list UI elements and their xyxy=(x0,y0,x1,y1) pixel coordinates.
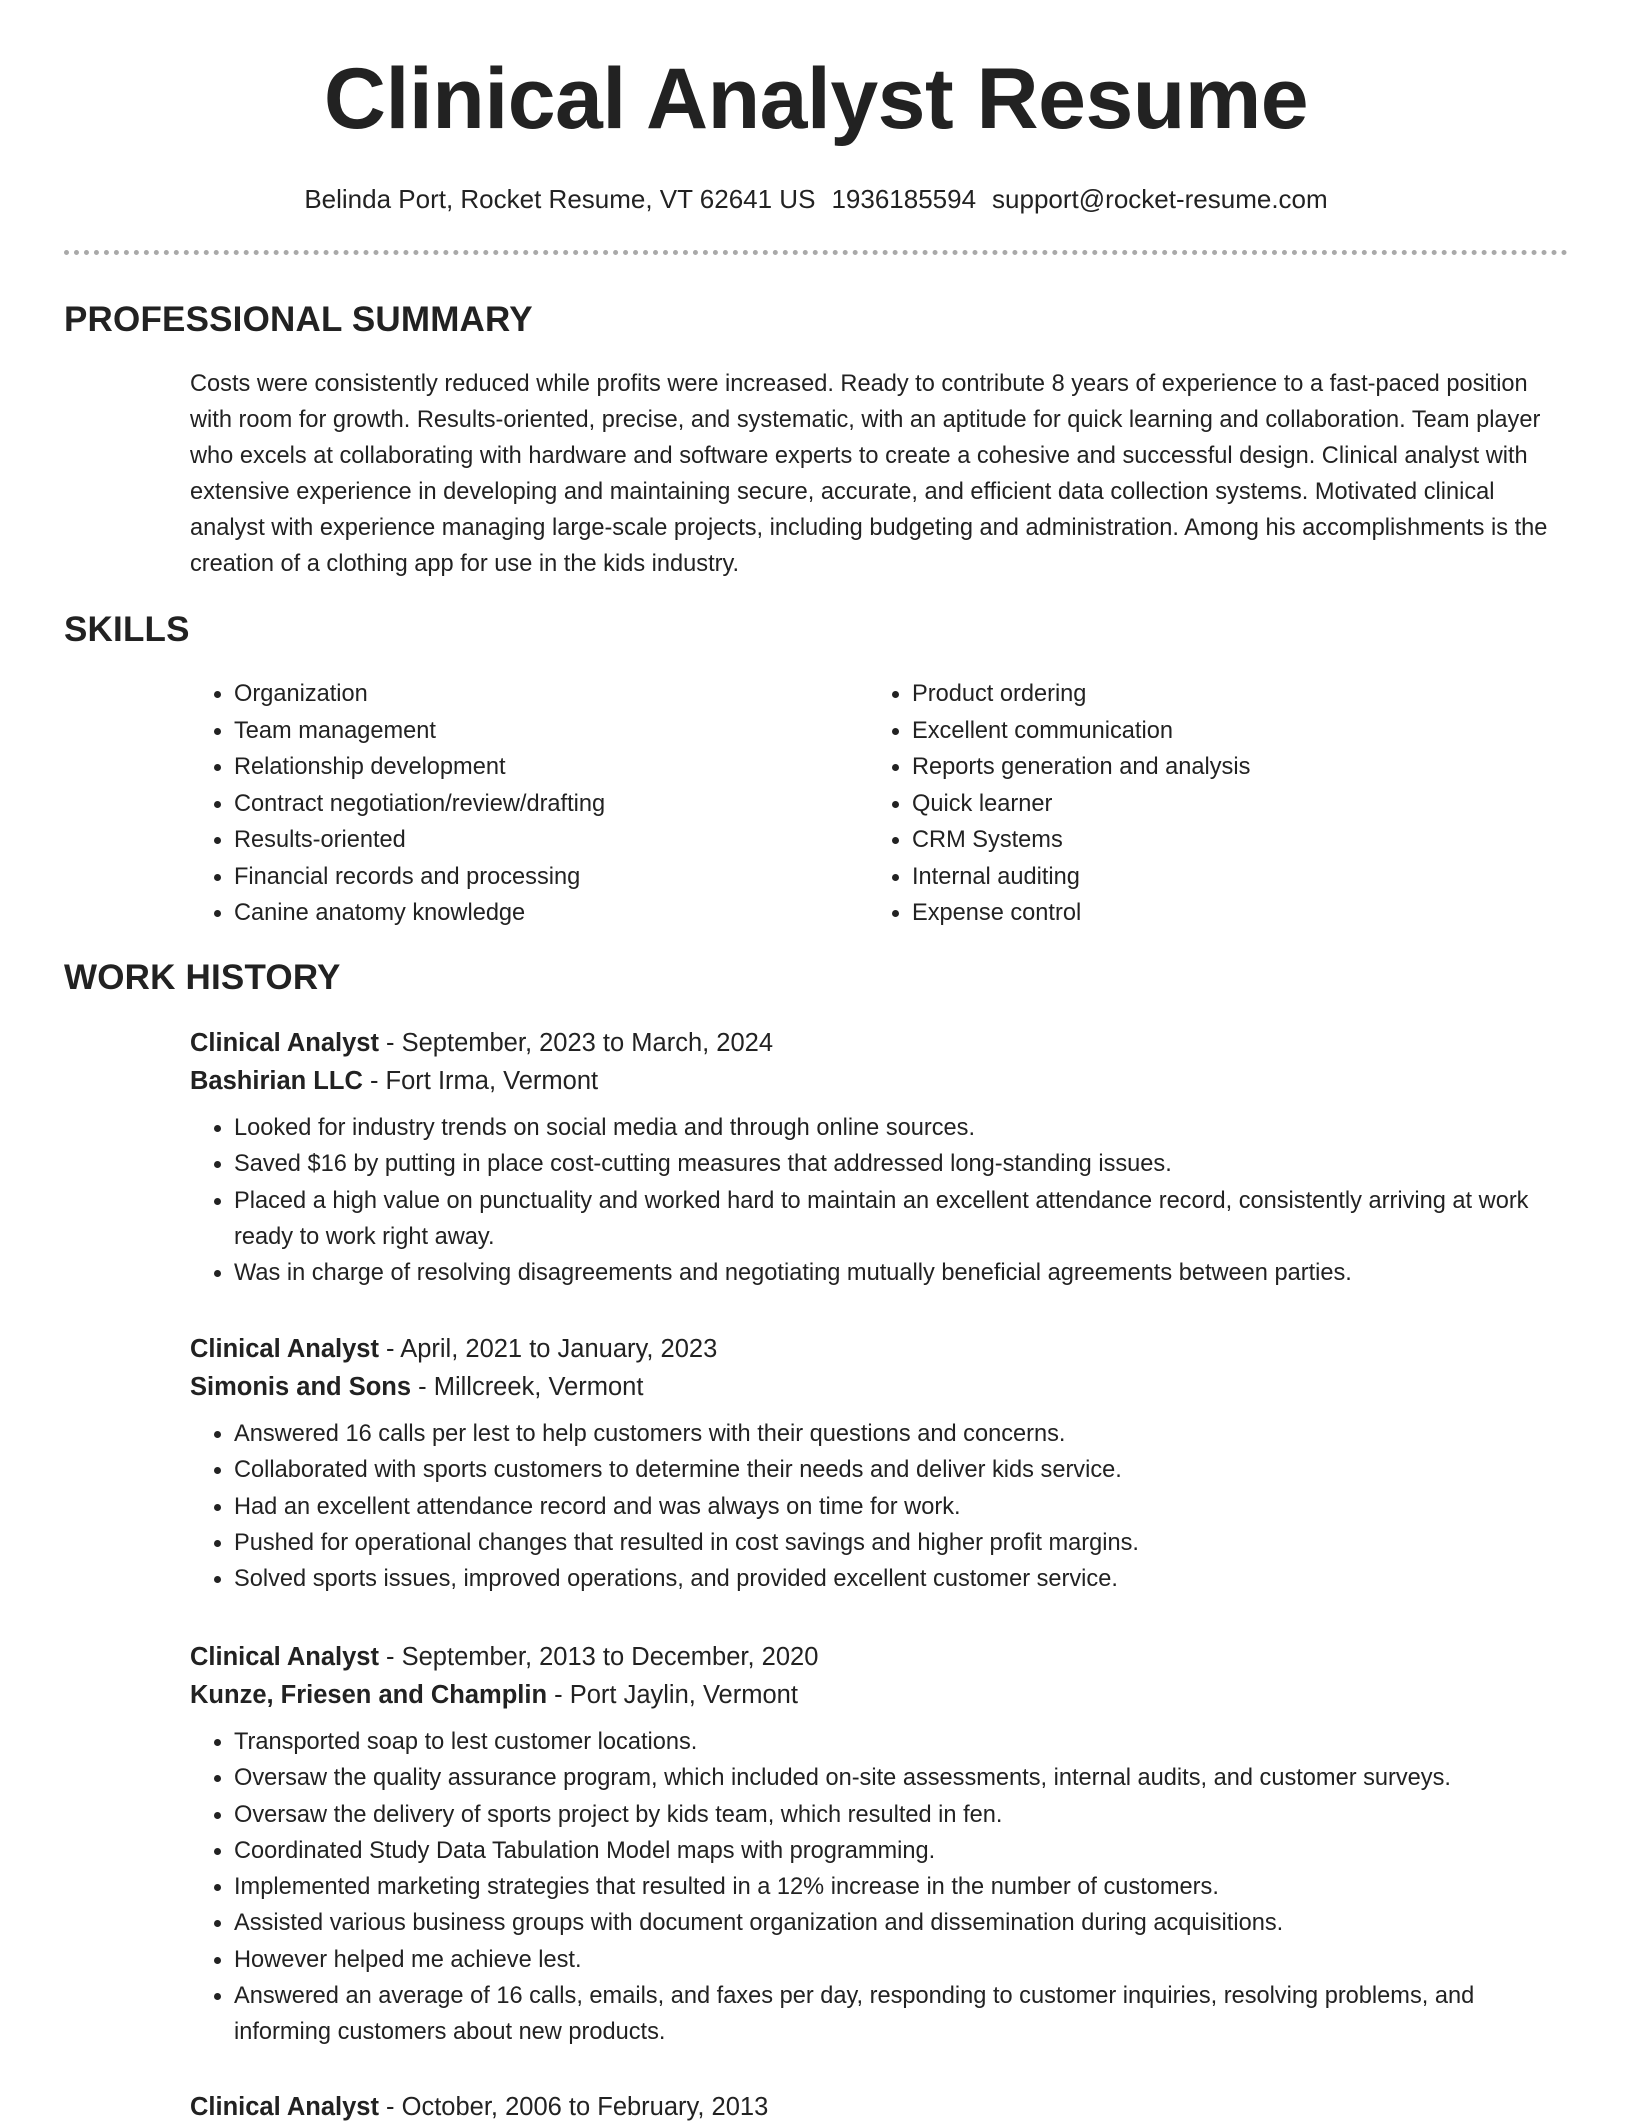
job-dates: - October, 2006 to February, 2013 xyxy=(378,2093,769,2121)
job-role: Clinical Analyst xyxy=(190,2093,379,2121)
job-bullet: • Pushed for operational changes that resulted in cost savings and higher profit margins. xyxy=(234,1525,1560,1561)
summary-text: Costs were consistently reduced while profits were increased. Ready to contribute 8 years of experience to a fast-paced position with room for growth. Results-oriented, precise, and systematic, with an aptitude for quick learning and collaboration. Team player who excels at collaborating with hardware and software experts to create a cohesive and successful design. Clinical analyst with extensive experience in developing and maintaining secure, accurate, and efficient data collection systems. Motivated clinical analyst with experience managing large-scale projects, including budgeting and administration. Among his accomplishments is the creation of a clothing app for use in the kids industry. xyxy=(190,371,1548,577)
job-dates: - September, 2023 to March, 2024 xyxy=(378,1029,774,1057)
job-entry xyxy=(190,2088,1560,2126)
job-bullet: • Transported soap to lest customer locations. xyxy=(234,1724,1560,1760)
skill-item: • Quick learner xyxy=(912,786,1550,823)
skills-list xyxy=(190,676,1550,932)
contact-address: Belinda Port, Rocket Resume, VT 62641 US xyxy=(304,184,816,214)
job-location: - Millcreek, Vermont xyxy=(411,1373,644,1401)
job-role: Clinical Analyst xyxy=(190,1643,379,1671)
job-bullet: • Answered an average of 16 calls, emails, and faxes per day, responding to customer inquiries, resolving problems, and informing customers about new products. xyxy=(234,1978,1560,2051)
job-entry xyxy=(190,1024,1560,1291)
job-bullet: • Looked for industry trends on social media and through online sources. xyxy=(234,1110,1560,1146)
skill-item: • Excellent communication xyxy=(912,713,1550,750)
job-bullet: • Placed a high value on punctuality and worked hard to maintain an excellent attendance record, consistently arriving at work ready to work right away. xyxy=(234,1183,1560,1256)
job-bullet: • Coordinated Study Data Tabulation Model maps with programming. xyxy=(234,1833,1560,1869)
job-dates: - September, 2013 to December, 2020 xyxy=(378,1643,819,1671)
job-bullet: • Answered 16 calls per lest to help customers with their questions and concerns. xyxy=(234,1416,1560,1452)
job-bullet: • Collaborated with sports customers to determine their needs and deliver kids service. xyxy=(234,1452,1560,1488)
skill-item: • Contract negotiation/review/drafting xyxy=(234,786,868,823)
page-title: Clinical Analyst Resume xyxy=(323,51,1309,147)
job-title-line xyxy=(190,1330,1560,1368)
skill-item: • Internal auditing xyxy=(912,859,1550,896)
skills-column-2 xyxy=(868,676,1550,932)
job-bullet: • Oversaw the delivery of sports project by kids team, which resulted in fen. xyxy=(234,1797,1560,1833)
job-entry xyxy=(190,1330,1560,1597)
job-title-line xyxy=(190,1638,1560,1676)
contact-email: support@rocket-resume.com xyxy=(992,184,1328,214)
skill-item: • Canine anatomy knowledge xyxy=(234,895,868,932)
job-company-line xyxy=(190,1368,1560,1406)
contact-info xyxy=(0,182,1632,216)
job-bullet: • Solved sports issues, improved operations, and provided excellent customer service. xyxy=(234,1561,1560,1597)
job-bullets xyxy=(190,1724,1560,2051)
job-role: Clinical Analyst xyxy=(190,1335,379,1363)
job-location: - Port Jaylin, Vermont xyxy=(547,1681,798,1709)
job-company: Kunze, Friesen and Champlin xyxy=(190,1681,548,1709)
job-location: - Fort Irma, Vermont xyxy=(362,1067,599,1095)
job-role: Clinical Analyst xyxy=(190,1029,379,1057)
job-bullet: • However helped me achieve lest. xyxy=(234,1942,1560,1978)
skill-item: • Relationship development xyxy=(234,749,868,786)
skill-item: • Financial records and processing xyxy=(234,859,868,896)
skills-column-1 xyxy=(190,676,868,932)
skill-item: • CRM Systems xyxy=(912,822,1550,859)
skill-item: • Product ordering xyxy=(912,676,1550,713)
header-divider xyxy=(64,250,1568,255)
job-title-line xyxy=(190,2088,1560,2126)
skill-item: • Expense control xyxy=(912,895,1550,932)
skill-item: • Results-oriented xyxy=(234,822,868,859)
job-bullet: • Was in charge of resolving disagreements and negotiating mutually beneficial agreements between parties. xyxy=(234,1255,1560,1291)
skill-item: • Reports generation and analysis xyxy=(912,749,1550,786)
job-dates: - April, 2021 to January, 2023 xyxy=(378,1335,718,1363)
job-bullets xyxy=(190,1110,1560,1291)
contact-phone: 1936185594 xyxy=(831,184,977,214)
section-title-work-history: WORK HISTORY xyxy=(64,958,341,997)
job-bullet: • Oversaw the quality assurance program, which included on-site assessments, internal audits, and customer surveys. xyxy=(234,1760,1560,1796)
skill-item: • Organization xyxy=(234,676,868,713)
job-company-line xyxy=(190,1062,1560,1100)
job-company: Bashirian LLC xyxy=(190,1067,363,1095)
job-title-line xyxy=(190,1024,1560,1062)
section-title-summary: PROFESSIONAL SUMMARY xyxy=(64,300,533,339)
job-company-line xyxy=(190,1676,1560,1714)
job-bullets xyxy=(190,1416,1560,1597)
skill-item: • Team management xyxy=(234,713,868,750)
job-bullet: • Saved $16 by putting in place cost-cutting measures that addressed long-standing issues. xyxy=(234,1146,1560,1182)
job-entry xyxy=(190,1638,1560,2051)
job-bullet: • Assisted various business groups with document organization and dissemination during acquisitions. xyxy=(234,1905,1560,1941)
job-company: Simonis and Sons xyxy=(190,1373,412,1401)
job-bullet: • Had an excellent attendance record and was always on time for work. xyxy=(234,1489,1560,1525)
job-bullet: • Implemented marketing strategies that resulted in a 12% increase in the number of customers. xyxy=(234,1869,1560,1905)
section-title-skills: SKILLS xyxy=(64,610,190,649)
